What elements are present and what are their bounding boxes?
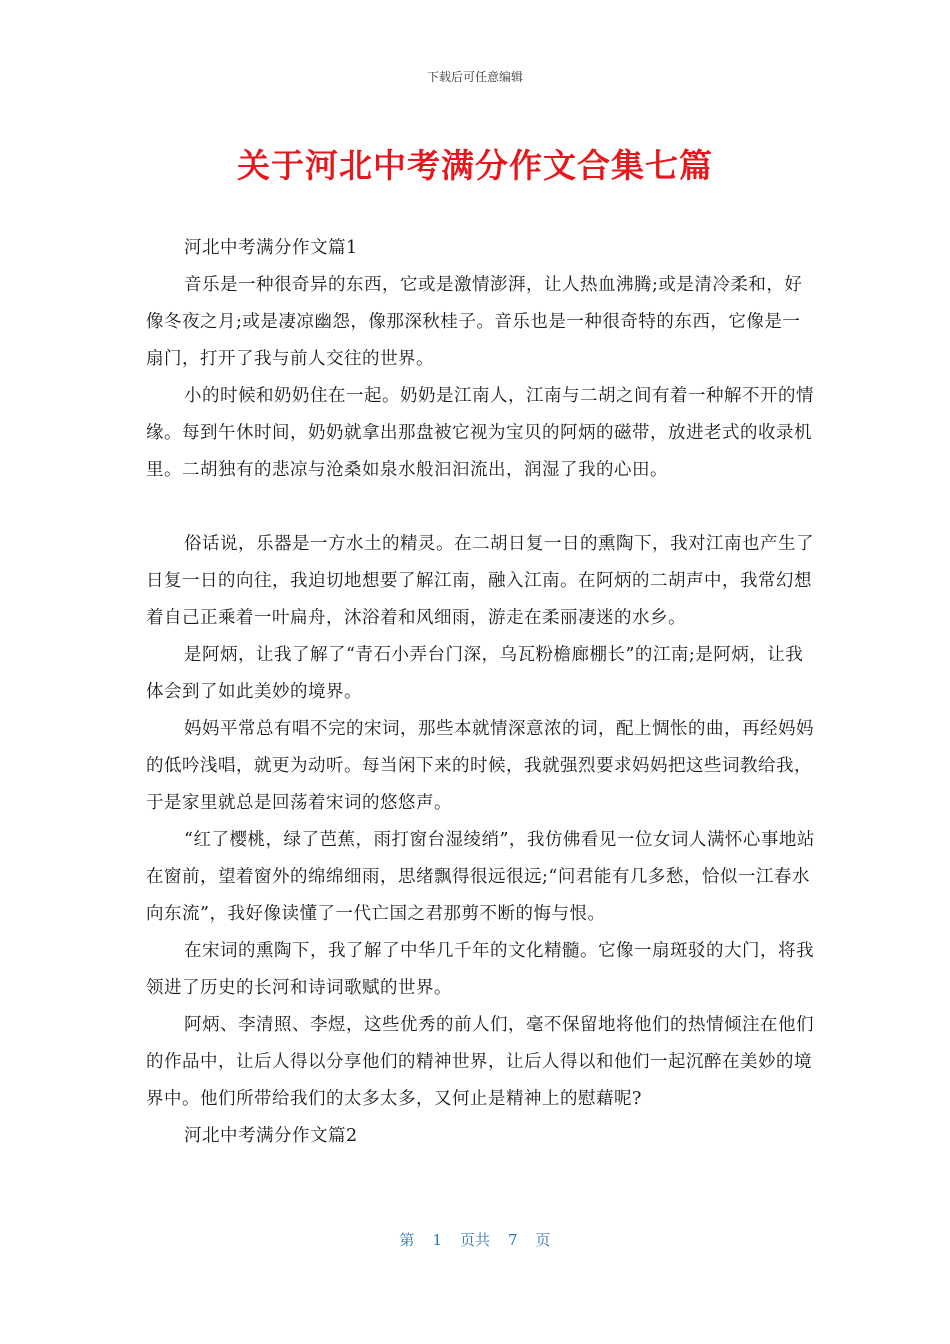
footer-page-number: 1 (432, 1231, 442, 1249)
paragraph: “红了樱桃，绿了芭蕉，雨打窗台湿绫绡”，我仿佛看见一位女词人满怀心事地站在窗前，望着窗外的绵绵细雨，思绪飘得很远很远;“问君能有几多愁，恰似一江春水向东流”，我好像读懂了一代亡国之君那剪不断的悔与恨。 (146, 830, 815, 924)
paragraph: 在宋词的熏陶下，我了解了中华几千年的文化精髓。它像一扇斑驳的大门，将我领进了历史的长河和诗词歌赋的世界。 (146, 941, 814, 998)
footer-page-prefix: 第 (399, 1231, 415, 1249)
footer-page-total: 7 (508, 1231, 518, 1249)
footer-page-suffix: 页 (535, 1231, 551, 1249)
paragraph: 是阿炳，让我了解了“青石小弄台门深，乌瓦粉檐廊棚长”的江南;是阿炳，让我体会到了如此美妙的境界。 (146, 645, 804, 702)
header-note: 下载后可任意编辑 (426, 70, 523, 84)
paragraph: 俗话说，乐器是一方水土的精灵。在二胡日复一日的熏陶下，我对江南也产生了日复一日的向往，我迫切地想要了解江南，融入江南。在阿炳的二胡声中，我常幻想着自己正乘着一叶扁舟，沐浴着和风细雨，游走在柔丽凄迷的水乡。 (146, 534, 814, 628)
document-body (146, 230, 818, 1155)
paragraph: 妈妈平常总有唱不完的宋词，那些本就情深意浓的词，配上惆怅的曲，再经妈妈的低吟浅唱，就更为动听。每当闲下来的时候，我就强烈要求妈妈把这些词教给我，于是家里就总是回荡着宋词的悠悠声。 (146, 719, 814, 813)
document-title: 关于河北中考满分作文合集七篇 (237, 146, 713, 185)
paragraph: 阿炳、李清照、李煜，这些优秀的前人们，毫不保留地将他们的热情倾注在他们的作品中，让后人得以分享他们的精神世界，让后人得以和他们一起沉醉在美妙的境界中。他们所带给我们的太多太多，又何止是精神上的慰藉呢? (146, 1015, 814, 1109)
section-heading-2: 河北中考满分作文篇2 (184, 1126, 358, 1146)
page-footer (0, 1229, 950, 1250)
paragraph: 音乐是一种很奇异的东西，它或是激情澎湃，让人热血沸腾;或是清冷柔和，好像冬夜之月;或是凄凉幽怨，像那深秋桂子。音乐也是一种很奇特的东西，它像是一扇门，打开了我与前人交往的世界。 (146, 275, 803, 369)
footer-page-middle: 页共 (459, 1231, 490, 1249)
paragraph: 小的时候和奶奶住在一起。奶奶是江南人，江南与二胡之间有着一种解不开的情缘。每到午休时间，奶奶就拿出那盘被它视为宝贝的阿炳的磁带，放进老式的收录机里。二胡独有的悲凉与沧桑如泉水般汩汩流出，润湿了我的心田。 (146, 386, 814, 480)
section-heading-1: 河北中考满分作文篇1 (184, 238, 358, 258)
